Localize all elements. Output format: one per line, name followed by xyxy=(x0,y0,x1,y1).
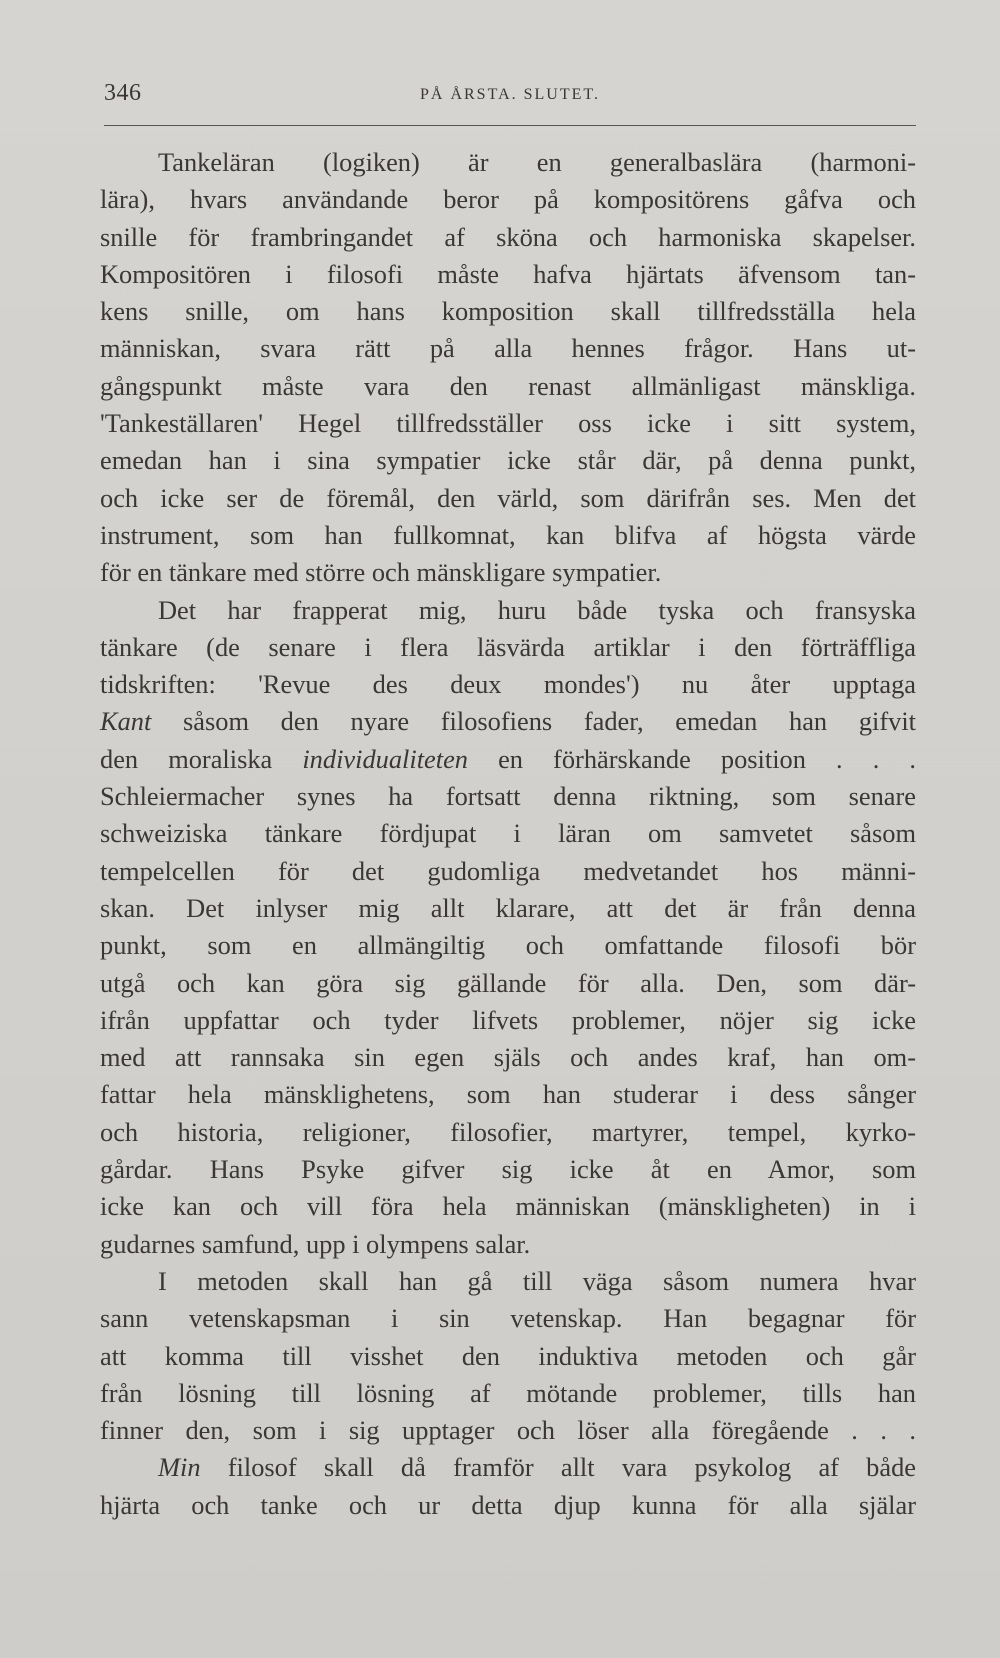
text-line: icke kan och vill föra hela människan (mänskligheten) in i xyxy=(100,1191,916,1222)
text-line: skan. Det inlyser mig allt klarare, att det är från denna xyxy=(100,892,916,923)
text-line: ifrån uppfattar och tyder lifvets problemer, nöjer sig icke xyxy=(100,1004,916,1035)
text-line: kens snille, om hans komposition skall tillfredsställa hela xyxy=(100,296,916,327)
text-fragment: en förhärskande position . . . xyxy=(467,743,916,774)
text-line: tänkare (de senare i flera läsvärda artiklar i den förträffliga xyxy=(100,631,916,662)
text-line: Kompositören i filosofi måste hafva hjärtats äfvensom tan- xyxy=(100,258,916,289)
text-line: Det har frapperat mig, huru både tyska och fransyska xyxy=(158,594,916,625)
text-line: fattar hela mänsklighetens, som han studerar i dess sånger xyxy=(100,1079,916,1110)
italic-word: individualiteten xyxy=(302,743,468,774)
text-line: finner den, som i sig upptager och löser alla föregående . . . xyxy=(100,1415,916,1446)
text-line xyxy=(100,1449,916,1486)
text-line: tidskriften: 'Revue des deux mondes') nu åter upptaga xyxy=(100,669,916,700)
text-line: snille för frambringandet af sköna och harmoniska skapelser. xyxy=(100,221,916,252)
text-line: sann vetenskapsman i sin vetenskap. Han begagnar för xyxy=(100,1303,916,1334)
text-line: Tankeläran (logiken) är en generalbaslära (harmoni- xyxy=(158,147,916,177)
text-fragment: filosof skall då framför allt vara psykolog af både xyxy=(200,1452,916,1483)
text-line: med att rannsaka sin egen själs och andes kraf, han om- xyxy=(100,1042,916,1073)
text-line: gångspunkt måste vara den renast allmänligast mänskliga. xyxy=(100,370,916,401)
text-line: och historia, religioner, filosofier, martyrer, tempel, kyrko- xyxy=(100,1116,916,1147)
text-line: emedan han i sina sympatier icke står där, på denna punkt, xyxy=(100,445,916,476)
text-line: instrument, som han fullkomnat, kan blifva af högsta värde xyxy=(100,519,916,550)
italic-word: Min xyxy=(158,1452,201,1483)
text-line: tempelcellen för det gudomliga medvetandet hos männi- xyxy=(100,855,916,886)
text-line: att komma till visshet den induktiva metoden och går xyxy=(100,1340,916,1371)
text-line: gårdar. Hans Psyke gifver sig icke åt en Amor, som xyxy=(100,1154,916,1185)
text-fragment: såsom den nyare filosofiens fader, emedan han gifvit xyxy=(151,706,916,737)
text-line: och icke ser de föremål, den värld, som därifrån ses. Men det xyxy=(100,482,916,513)
text-line: för en tänkare med större och mänskligare sympatier. xyxy=(100,557,662,588)
text-line xyxy=(100,703,916,740)
text-line: Schleiermacher synes ha fortsatt denna riktning, som senare xyxy=(100,781,916,812)
running-head: PÅ ÅRSTA. SLUTET. xyxy=(420,86,600,103)
text-line: hjärta och tanke och ur detta djup kunna för alla själar xyxy=(100,1489,916,1520)
text-line: lära), hvars användande beror på kompositörens gåfva och xyxy=(100,184,916,215)
text-line: från lösning till lösning af mötande problemer, tills han xyxy=(100,1377,916,1408)
text-line: I metoden skall han gå till väga såsom numera hvar xyxy=(158,1265,916,1296)
text-line: punkt, som en allmängiltig och omfattande filosofi bör xyxy=(100,930,916,961)
text-line: gudarnes samfund, upp i olympens salar. xyxy=(100,1228,531,1259)
text-line: utgå och kan göra sig gällande för alla. Den, som där- xyxy=(100,967,916,998)
page-number: 346 xyxy=(104,80,142,106)
text-line: människan, svara rätt på alla hennes frågor. Hans ut- xyxy=(100,333,916,364)
italic-word: Kant xyxy=(100,706,152,737)
text-fragment: den moraliska xyxy=(100,743,303,774)
text-line xyxy=(100,741,916,778)
page-header xyxy=(104,76,916,116)
text-line: schweiziska tänkare fördjupat i läran om samvetet såsom xyxy=(100,818,916,849)
header-rule xyxy=(104,125,916,126)
body-text xyxy=(100,144,916,1524)
text-line: 'Tankeställaren' Hegel tillfredsställer oss icke i sitt system, xyxy=(100,408,916,439)
